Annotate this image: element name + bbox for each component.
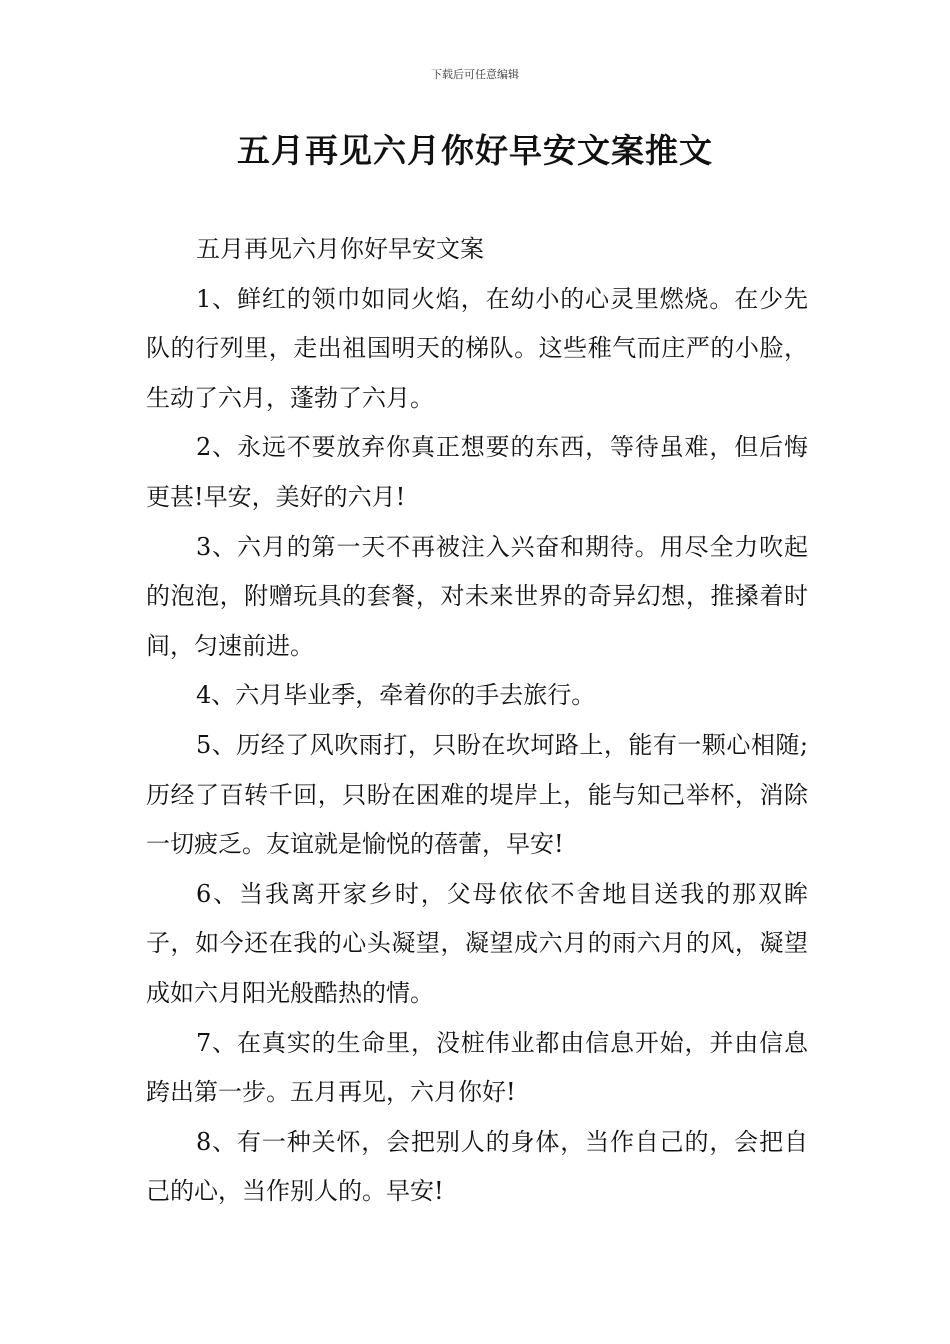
paragraph-subtitle: 五月再见六月你好早安文案 — [196, 235, 484, 263]
header-note: 下载后可任意编辑 — [431, 68, 519, 81]
paragraph-item-4: 4、六月毕业季，牵着你的手去旅行。 — [196, 681, 596, 710]
paragraph-item-5: 5、历经了风吹雨打，只盼在坎坷路上，能有一颗心相随;历经了百转千回，只盼在困难的堤岸上，能与知己举杯，消除一切疲乏。友谊就是愉悦的蓓蕾，早安! — [146, 730, 808, 859]
paragraph-item-2: 2、永远不要放弃你真正想要的东西，等待虽难，但后悔更甚!早安，美好的六月! — [146, 433, 808, 511]
paragraph-item-8: 8、有一种关怀，会把别人的身体，当作自己的，会把自己的心，当作别人的。早安! — [146, 1127, 808, 1206]
paragraph-item-3: 3、六月的第一天不再被注入兴奋和期待。用尽全力吹起的泡泡，附赠玩具的套餐，对未来世界的奇异幻想，推搡着时间，匀速前进。 — [146, 532, 808, 660]
paragraph-item-6: 6、当我离开家乡时，父母依依不舍地目送我的那双眸子，如今还在我的心头凝望，凝望成六月的雨六月的风，凝望成如六月阳光般酷热的情。 — [146, 879, 808, 1007]
paragraph-item-7: 7、在真实的生命里，没桩伟业都由信息开始，并由信息跨出第一步。五月再见，六月你好! — [146, 1028, 808, 1107]
document-title: 五月再见六月你好早安文案推文 — [237, 131, 713, 170]
paragraph-item-1: 1、鲜红的领巾如同火焰，在幼小的心灵里燃烧。在少先队的行列里，走出祖国明天的梯队。这些稚气而庄严的小脸，生动了六月，蓬勃了六月。 — [146, 284, 808, 412]
document-body — [146, 225, 808, 1217]
